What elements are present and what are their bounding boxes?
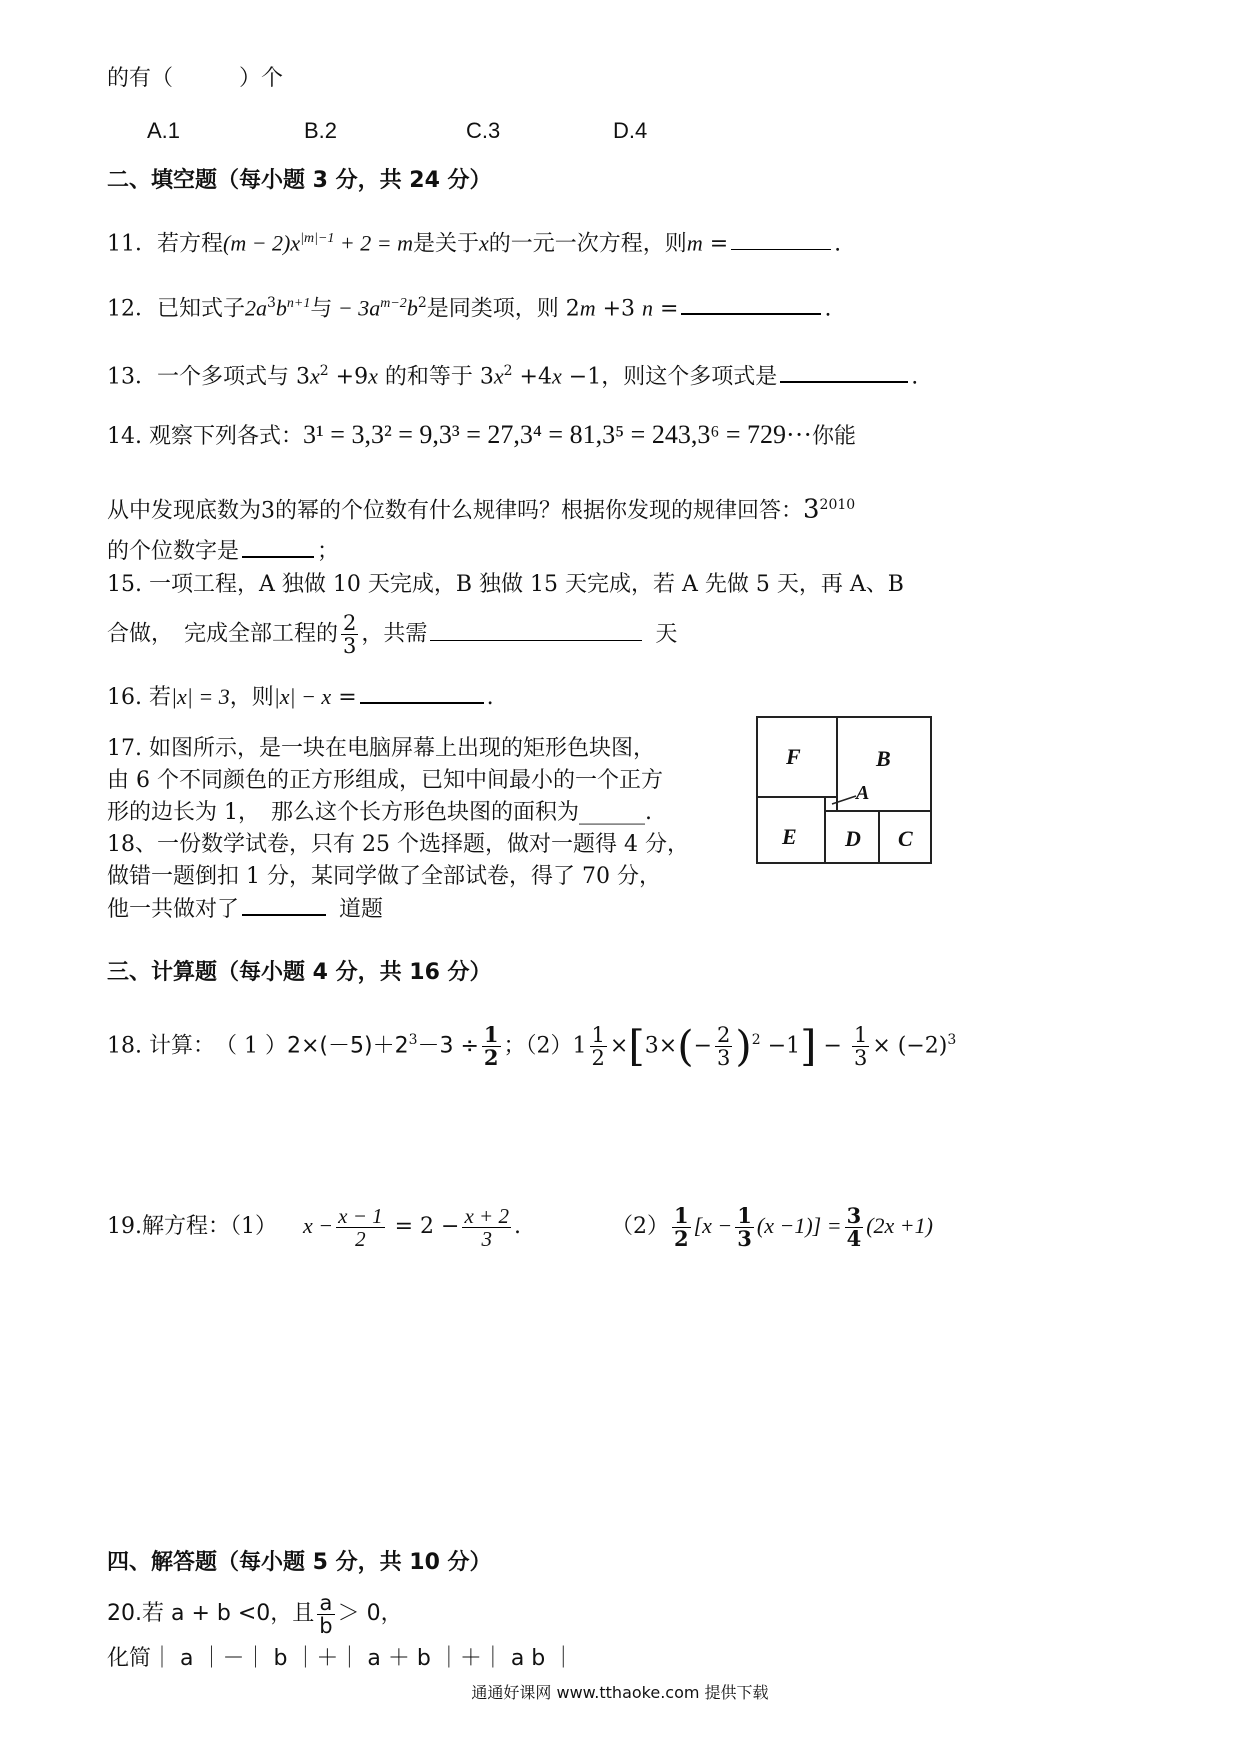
answer-blank-13 <box>780 361 908 383</box>
question-14: 14. 观察下列各式：3¹ = 3,3² = 9,3³ = 27,3⁴ = 81,3⁵ = 243,3⁶ = 729···你能 <box>107 420 857 449</box>
question-16: 16. 若|x| = 3，则|x| − x = . <box>107 684 494 710</box>
question-11: 11．若方程$(m - 2)x^{|m|-1} + 2 = m$是关于x的一元一次方程，则m = . <box>107 230 842 257</box>
rectangle-figure <box>756 716 932 864</box>
label-b: B <box>876 746 891 771</box>
answer-blank-15 <box>430 620 642 641</box>
question-18b-line1: 18、一份数学试卷，只有 25 个选择题，做对一题得 4 分， <box>107 832 689 857</box>
option-c: C.3 <box>466 118 501 143</box>
question-12: 12．已知式子$2a^3b^{n+1}$与 − $3a^{m-2}b^2$是同类项，则 2m +3 n = . <box>107 295 832 322</box>
question-18b-line2: 做错一题倒扣 1 分，某同学做了全部试卷，得了 70 分， <box>107 864 661 889</box>
question-20: 20.若 a + b <0，且 $\frac{a}{b}$ ＞ 0， <box>107 1590 403 1638</box>
option-a: A.1 <box>147 118 181 143</box>
label-d: D <box>845 826 861 851</box>
question-15-line2: 合做， 完成全部工程的 $\frac{2}{3}$ ，共需 天 <box>107 611 678 658</box>
label-a: A <box>856 782 870 804</box>
question-17-line3: 形的边长为 1， 那么这个长方形色块图的面积为______. <box>107 800 652 825</box>
question-20-line2: 化简｜ a ｜－｜ b ｜＋｜ a ＋ b ｜＋｜ a b ｜ <box>107 1646 575 1671</box>
question-17-line2: 由 6 个不同颜色的正方形组成，已知中间最小的一个正方 <box>107 768 663 793</box>
answer-blank-14 <box>242 536 314 558</box>
question-14-line3: 的个位数字是 ； <box>107 536 339 567</box>
question-15: 15. 一项工程，A 独做 10 天完成，B 独做 15 天完成，若 A 先做 5 天，再 A、B <box>107 572 904 597</box>
label-e: E <box>782 824 797 849</box>
footer: 通通好课网 www.tthaoke.com 提供下载 <box>471 1683 769 1702</box>
question-14-line2: 从中发现底数为3的幂的个位数有什么规律吗？根据你发现的规律回答：$3^{2010}$ <box>107 494 856 525</box>
question-18b-line3: 他一共做对了 道题 <box>107 894 383 925</box>
question-17-line1: 17. 如图所示，是一块在电脑屏幕上出现的矩形色块图， <box>107 736 655 761</box>
label-f: F <box>786 744 801 769</box>
question-13: 13．一个多项式与 $3x^2 +9x$ 的和等于 $3x^2 +4x -1$，则这个多项式是 . <box>107 363 919 390</box>
label-c: C <box>898 826 913 851</box>
answer-blank-12 <box>681 293 821 315</box>
option-d: D.4 <box>613 118 648 143</box>
section4-title: 四、解答题（每小题 5 分，共 10 分） <box>107 1550 492 1575</box>
question-18: 18. 计算： （ 1 ）$2\times(-5)+2^3-3$ ÷ $\frac{1}{2}$ ；（2）1 $\frac{1}{2}$ ×[3×(− $\frac{2}{3}$ )$^2$ −1] − $\frac{1}{3}$ × $(-2)^3$ <box>107 1021 957 1071</box>
answer-blank-16 <box>360 682 484 704</box>
question-19: 19.解方程：（1） x − $\frac{x - 1}{2}$ = 2 − $\frac{x + 2}{3}$ . （2） $\frac{1}{2}$ [x − $\frac{1}{3}$ (x −1)] = $\frac{3}{4}$ (2x +1) <box>107 1202 933 1251</box>
section2-title: 二、填空题（每小题 3 分，共 24 分） <box>107 168 492 193</box>
option-b: B.2 <box>304 118 338 143</box>
answer-blank-18b <box>242 894 326 916</box>
answer-blank-11 <box>731 229 831 250</box>
section3-title: 三、计算题（每小题 4 分，共 16 分） <box>107 960 492 985</box>
top-line: 的有（ ）个 <box>107 66 284 91</box>
